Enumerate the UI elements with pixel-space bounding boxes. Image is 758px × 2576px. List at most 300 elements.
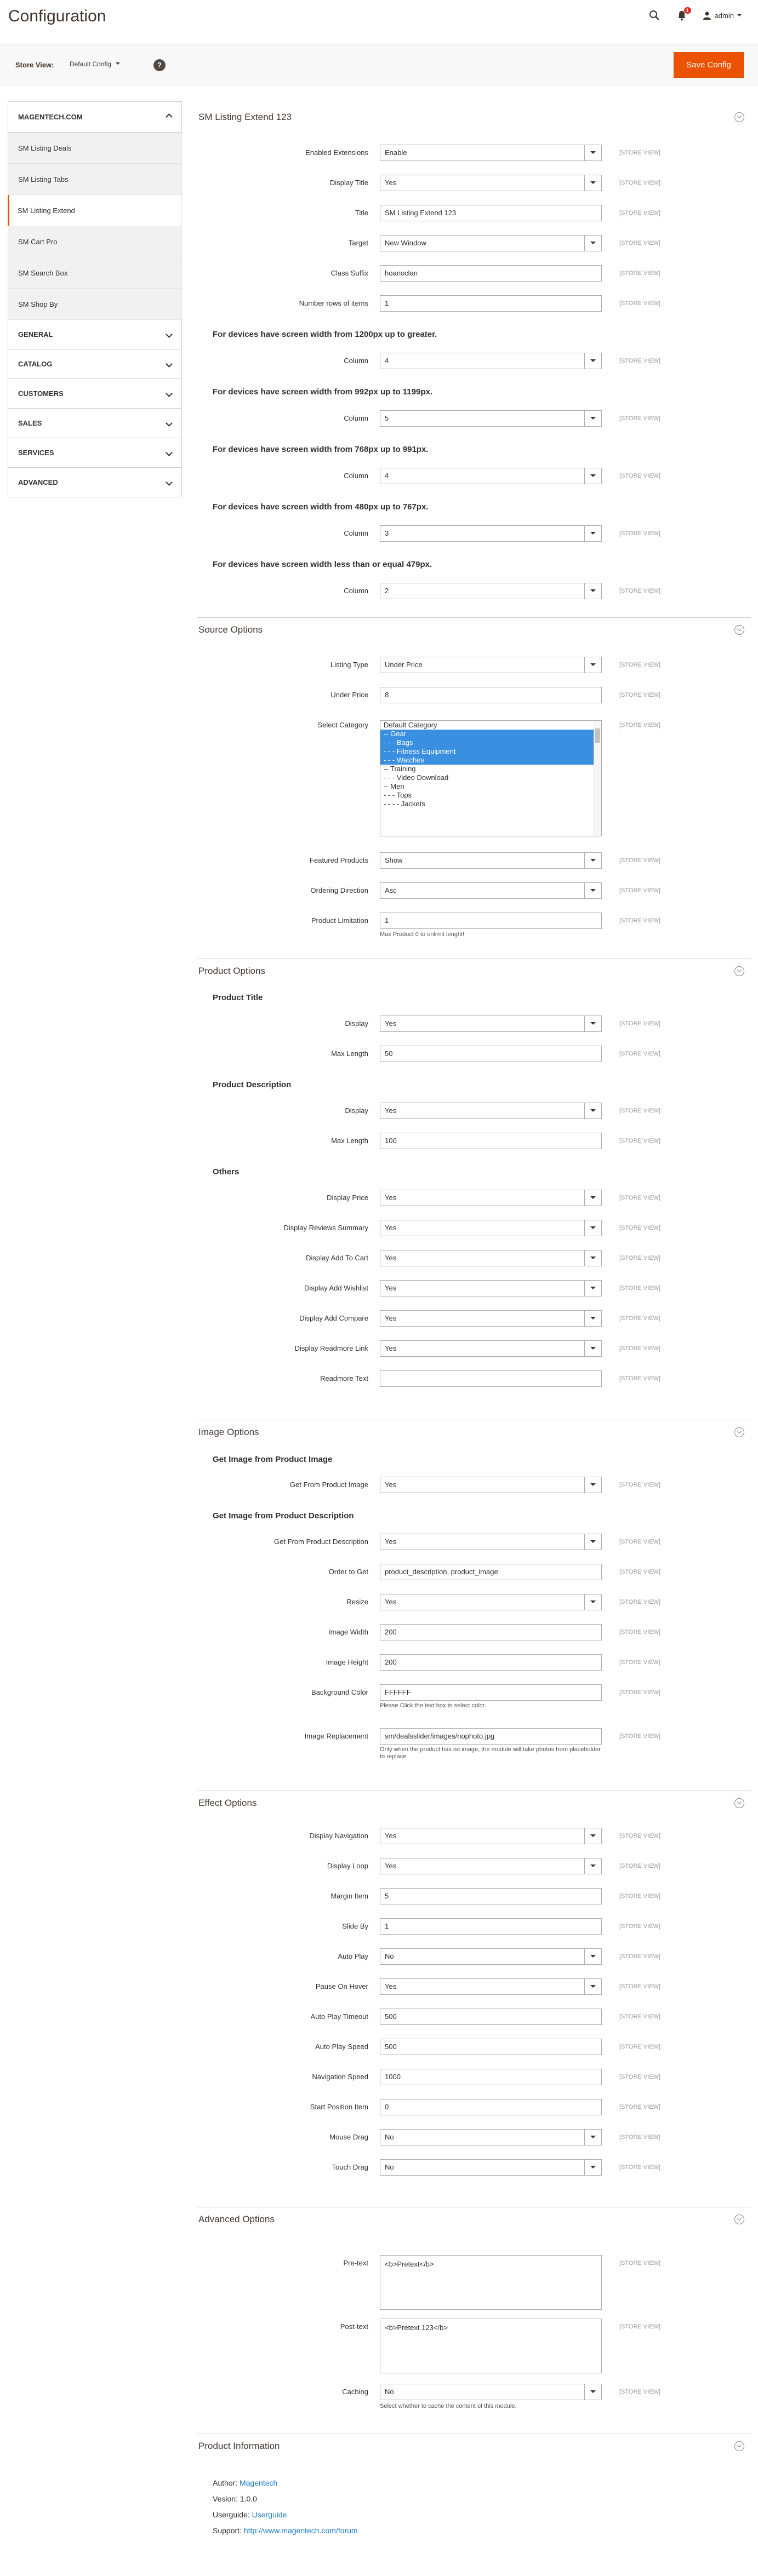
store-view-label: Store View: bbox=[15, 61, 54, 69]
field-row bbox=[197, 145, 751, 161]
sidebar-section-customers[interactable] bbox=[8, 379, 182, 409]
field-label: Display Price bbox=[327, 1194, 368, 1202]
field-label: Image Height bbox=[326, 1658, 368, 1666]
listing-type-select[interactable]: Under Price bbox=[380, 657, 602, 673]
category-option[interactable]: - - - - Jackets bbox=[384, 800, 425, 808]
section-header[interactable] bbox=[197, 105, 751, 127]
save-config-button[interactable]: Save Config bbox=[674, 52, 744, 78]
field-label: Background Color bbox=[311, 1688, 368, 1696]
field-label: Column bbox=[344, 587, 368, 595]
display-wishlist-select[interactable]: Yes bbox=[380, 1280, 602, 1296]
description-max-length-input[interactable]: 100 bbox=[380, 1133, 602, 1149]
sidebar-section-general[interactable] bbox=[8, 320, 182, 349]
device-heading: For devices have screen width from 992px up to 1199px. bbox=[213, 387, 432, 397]
field-label: Caching bbox=[342, 2388, 368, 2396]
category-option[interactable]: - - - Tops bbox=[384, 791, 412, 799]
background-color-input[interactable]: FFFFFF bbox=[380, 1684, 602, 1701]
info-label: Support: bbox=[213, 2526, 242, 2535]
field-label: Featured Products bbox=[310, 856, 368, 864]
field-label: Slide By bbox=[342, 1922, 368, 1930]
effect-options-section bbox=[197, 1791, 751, 2171]
scope-label: [STORE VIEW] bbox=[619, 1195, 660, 1201]
field-label: Class Suffix bbox=[330, 269, 368, 277]
post-text-textarea[interactable]: <b>Pretext 123</b> bbox=[380, 2319, 602, 2373]
scope-label: [STORE VIEW] bbox=[619, 300, 660, 307]
scope-label: [STORE VIEW] bbox=[619, 662, 660, 668]
image-options-section bbox=[197, 1420, 751, 1760]
field-row bbox=[197, 295, 751, 312]
column-select[interactable]: 4 bbox=[380, 353, 602, 369]
field-row bbox=[197, 1918, 751, 1935]
device-heading: For devices have screen width from 1200px up to greater. bbox=[213, 330, 437, 339]
field-row bbox=[197, 1190, 751, 1206]
support-line bbox=[213, 2526, 358, 2535]
field-label: Max Length bbox=[331, 1049, 368, 1058]
category-option[interactable]: - - - Video Download bbox=[384, 773, 449, 782]
scope-label: [STORE VIEW] bbox=[619, 1051, 660, 1057]
get-from-description-select[interactable]: Yes bbox=[380, 1534, 602, 1550]
scope-label: [STORE VIEW] bbox=[619, 1255, 660, 1261]
page-header bbox=[0, 0, 758, 39]
scope-label: [STORE VIEW] bbox=[619, 1833, 660, 1839]
field-row bbox=[197, 1728, 751, 1745]
config-sidebar bbox=[8, 101, 182, 497]
column-select[interactable]: 5 bbox=[380, 410, 602, 427]
chevron-down-icon bbox=[167, 389, 172, 398]
field-label: Auto Play Timeout bbox=[310, 2012, 368, 2021]
field-row bbox=[197, 1888, 751, 1904]
caching-select[interactable]: No bbox=[380, 2384, 602, 2400]
readmore-text-input[interactable] bbox=[380, 1370, 602, 1387]
field-label: Display Loop bbox=[327, 1862, 368, 1870]
sidebar-item-listing-tabs[interactable]: SM Listing Tabs bbox=[8, 164, 182, 195]
display-readmore-select[interactable]: Yes bbox=[380, 1340, 602, 1357]
field-row bbox=[197, 1250, 751, 1266]
pre-text-textarea[interactable]: <b>Pretext</b> bbox=[380, 2255, 602, 2310]
section-header[interactable] bbox=[197, 2434, 751, 2455]
scope-label: [STORE VIEW] bbox=[619, 1315, 660, 1322]
scope-label: [STORE VIEW] bbox=[619, 1953, 660, 1960]
scope-label: [STORE VIEW] bbox=[619, 2134, 660, 2141]
field-label: Display Add To Cart bbox=[306, 1254, 368, 1262]
field-label: Get From Product Description bbox=[274, 1537, 368, 1546]
field-label: Column bbox=[344, 357, 368, 365]
field-row bbox=[197, 468, 751, 484]
field-note: Max Product 0 to unlimit lenght! bbox=[380, 931, 465, 938]
field-row bbox=[197, 205, 751, 221]
collapse-toggle-icon[interactable] bbox=[734, 1798, 744, 1808]
scope-label: [STORE VIEW] bbox=[619, 2389, 660, 2395]
field-row bbox=[197, 657, 751, 673]
scope-label: [STORE VIEW] bbox=[619, 1539, 660, 1545]
field-label: Resize bbox=[346, 1598, 368, 1606]
field-label: Pre-text bbox=[343, 2259, 368, 2267]
category-option[interactable]: - - - Watches bbox=[380, 756, 601, 765]
collapse-toggle-icon[interactable] bbox=[734, 2441, 744, 2451]
sidebar-item-search-box[interactable]: SM Search Box bbox=[8, 257, 182, 289]
subsection-heading: Product Title bbox=[213, 993, 263, 1002]
section-title: Effect Options bbox=[198, 1798, 257, 1808]
field-row bbox=[197, 1858, 751, 1874]
scope-label: [STORE VIEW] bbox=[619, 1599, 660, 1605]
category-option[interactable]: - - - Bags bbox=[380, 738, 601, 747]
field-row bbox=[197, 2159, 751, 2176]
field-row bbox=[197, 583, 751, 599]
field-label: Target bbox=[348, 239, 368, 247]
scope-label: [STORE VIEW] bbox=[619, 1893, 660, 1900]
scope-label: [STORE VIEW] bbox=[619, 917, 660, 924]
field-row bbox=[197, 265, 751, 282]
scope-label: [STORE VIEW] bbox=[619, 210, 660, 216]
resize-select[interactable]: Yes bbox=[380, 1594, 602, 1610]
scope-label: [STORE VIEW] bbox=[619, 2164, 660, 2171]
field-row bbox=[197, 1103, 751, 1119]
scope-label: [STORE VIEW] bbox=[619, 1863, 660, 1869]
target-select[interactable]: New Window bbox=[380, 235, 602, 251]
field-label: Auto Play Speed bbox=[315, 2043, 368, 2051]
user-icon bbox=[703, 11, 711, 20]
field-row bbox=[197, 687, 751, 703]
column-select[interactable]: 4 bbox=[380, 468, 602, 484]
collapse-toggle-icon[interactable] bbox=[734, 1427, 744, 1437]
scope-label: [STORE VIEW] bbox=[619, 240, 660, 246]
info-label: Author: bbox=[213, 2479, 238, 2487]
scope-label: [STORE VIEW] bbox=[619, 1659, 660, 1666]
section-header[interactable] bbox=[197, 1791, 751, 1812]
version-line: Vesion: 1.0.0 bbox=[213, 2494, 257, 2503]
scope-label: [STORE VIEW] bbox=[619, 1689, 660, 1696]
sidebar-section-magentech[interactable] bbox=[8, 101, 182, 132]
field-row bbox=[197, 1564, 751, 1580]
chevron-down-icon bbox=[737, 14, 742, 19]
sidebar-section-label: SERVICES bbox=[18, 449, 54, 457]
field-label: Auto Play bbox=[338, 1952, 368, 1960]
scope-label: [STORE VIEW] bbox=[619, 530, 660, 537]
info-label: Userguide: bbox=[213, 2510, 250, 2519]
field-label: Under Price bbox=[330, 691, 368, 699]
scope-label: [STORE VIEW] bbox=[619, 1629, 660, 1636]
image-height-input[interactable]: 200 bbox=[380, 1654, 602, 1671]
product-information-section bbox=[197, 2434, 751, 2535]
field-row bbox=[197, 913, 751, 929]
sidebar-item-shop-by[interactable]: SM Shop By bbox=[8, 289, 182, 320]
title-display-select[interactable]: Yes bbox=[380, 1016, 602, 1032]
display-title-select[interactable]: Yes bbox=[380, 175, 602, 191]
field-label: Start Position Item bbox=[310, 2103, 368, 2111]
ordering-direction-select[interactable]: Asc bbox=[380, 882, 602, 899]
subsection-heading: Product Description bbox=[213, 1080, 292, 1089]
scrollbar-thumb[interactable] bbox=[595, 728, 600, 743]
display-price-select[interactable]: Yes bbox=[380, 1190, 602, 1206]
field-row bbox=[197, 2099, 751, 2115]
section-title: Source Options bbox=[198, 624, 263, 635]
sidebar-section-label: GENERAL bbox=[18, 330, 53, 339]
chevron-down-icon bbox=[167, 419, 172, 427]
userguide-line bbox=[213, 2510, 287, 2519]
field-label: Display bbox=[345, 1106, 368, 1115]
field-label: Number rows of items bbox=[299, 299, 368, 307]
field-row bbox=[197, 235, 751, 251]
field-label: Column bbox=[344, 414, 368, 422]
field-label: Column bbox=[344, 472, 368, 480]
field-note: Select whether to cache the content of this module. bbox=[380, 2403, 517, 2409]
select-category-multiselect[interactable] bbox=[380, 720, 602, 836]
field-row bbox=[197, 2009, 751, 2025]
field-label: Display Add Wishlist bbox=[304, 1284, 368, 1292]
section-header[interactable] bbox=[197, 1420, 751, 1442]
field-label: Select Category bbox=[317, 721, 368, 729]
category-option[interactable]: -- Training bbox=[384, 765, 416, 773]
scope-label: [STORE VIEW] bbox=[619, 180, 660, 186]
field-row bbox=[197, 525, 751, 542]
sidebar-item-cart-pro[interactable]: SM Cart Pro bbox=[8, 226, 182, 257]
field-row bbox=[197, 1534, 751, 1550]
field-label: Pause On Hover bbox=[315, 1982, 368, 1990]
collapse-toggle-icon[interactable] bbox=[734, 625, 744, 635]
display-reviews-select[interactable]: Yes bbox=[380, 1220, 602, 1236]
field-label: Product Limitation bbox=[311, 916, 368, 925]
scope-label: [STORE VIEW] bbox=[619, 1020, 660, 1027]
field-row bbox=[197, 1220, 751, 1236]
navigation-speed-input[interactable]: 1000 bbox=[380, 2069, 602, 2085]
field-row bbox=[197, 2039, 751, 2055]
field-label: Title bbox=[355, 209, 368, 217]
scope-label: [STORE VIEW] bbox=[619, 2104, 660, 2110]
field-label: Touch Drag bbox=[332, 2163, 368, 2171]
sidebar-section-label: ADVANCED bbox=[18, 478, 58, 486]
source-options-section bbox=[197, 617, 751, 938]
scope-label: [STORE VIEW] bbox=[619, 1569, 660, 1575]
product-options-section bbox=[197, 959, 751, 1382]
field-label: Ordering Direction bbox=[310, 886, 368, 894]
margin-item-input[interactable]: 5 bbox=[380, 1888, 602, 1904]
field-row bbox=[197, 1477, 751, 1493]
field-row bbox=[197, 175, 751, 191]
field-row bbox=[197, 852, 751, 869]
scope-label: [STORE VIEW] bbox=[619, 1108, 660, 1114]
scope-label: [STORE VIEW] bbox=[619, 1482, 660, 1488]
field-row bbox=[197, 353, 751, 369]
sidebar-section-label: SALES bbox=[18, 419, 42, 427]
scope-label: [STORE VIEW] bbox=[619, 2044, 660, 2050]
scope-label: [STORE VIEW] bbox=[619, 2074, 660, 2080]
auto-play-timeout-input[interactable]: 500 bbox=[380, 2009, 602, 2025]
chevron-down-icon bbox=[167, 330, 172, 339]
scope-label: [STORE VIEW] bbox=[619, 1983, 660, 1990]
scope-label: [STORE VIEW] bbox=[619, 1225, 660, 1231]
chevron-up-icon bbox=[167, 113, 172, 121]
collapse-toggle-icon[interactable] bbox=[734, 112, 744, 122]
notification-bell-icon[interactable] bbox=[675, 9, 688, 22]
start-position-input[interactable]: 0 bbox=[380, 2099, 602, 2115]
admin-user-menu[interactable] bbox=[703, 11, 742, 20]
support-link[interactable]: http://www.magentech.com/forum bbox=[243, 2526, 358, 2535]
page-title: Configuration bbox=[8, 7, 106, 25]
field-row bbox=[197, 1016, 751, 1032]
section-title: Product Information bbox=[198, 2441, 280, 2451]
title-max-length-input[interactable]: 50 bbox=[380, 1046, 602, 1062]
sidebar-section-sales[interactable] bbox=[8, 409, 182, 438]
field-label: Column bbox=[344, 529, 368, 537]
subsection-heading: Get Image from Product Description bbox=[213, 1511, 354, 1521]
sidebar-section-services[interactable] bbox=[8, 438, 182, 468]
get-from-product-image-select[interactable]: Yes bbox=[380, 1477, 602, 1493]
device-heading: For devices have screen width from 768px up to 991px. bbox=[213, 445, 429, 454]
author-line bbox=[213, 2479, 277, 2487]
field-label: Order to Get bbox=[328, 1568, 368, 1576]
category-option[interactable]: -- Men bbox=[384, 782, 404, 790]
admin-username: admin bbox=[714, 11, 734, 20]
field-label: Get From Product Image bbox=[289, 1481, 368, 1489]
field-row bbox=[197, 1654, 751, 1671]
sidebar-item-listing-deals[interactable]: SM Listing Deals bbox=[8, 133, 182, 164]
section-title: Image Options bbox=[198, 1427, 259, 1437]
help-icon[interactable]: ? bbox=[153, 59, 166, 71]
section-title: Product Options bbox=[198, 966, 265, 976]
sidebar-section-catalog[interactable] bbox=[8, 349, 182, 379]
field-label: Display Navigation bbox=[309, 1832, 368, 1840]
search-icon[interactable] bbox=[648, 9, 661, 22]
field-note: Please Click the text box to select color. bbox=[380, 1702, 486, 1709]
field-label: Navigation Speed bbox=[312, 2073, 368, 2081]
field-row bbox=[197, 1340, 751, 1357]
order-to-get-input[interactable]: product_description, product_image bbox=[380, 1564, 602, 1580]
field-label: Display bbox=[345, 1019, 368, 1028]
enabled-extensions-select[interactable]: Enable bbox=[380, 145, 602, 161]
field-row bbox=[197, 1046, 751, 1062]
display-loop-select[interactable]: Yes bbox=[380, 1858, 602, 1874]
display-add-to-cart-select[interactable]: Yes bbox=[380, 1250, 602, 1266]
field-row bbox=[197, 1133, 751, 1149]
scope-label: [STORE VIEW] bbox=[619, 1285, 660, 1292]
sidebar-section-label: MAGENTECH.COM bbox=[18, 113, 83, 121]
sidebar-section-advanced[interactable] bbox=[8, 468, 182, 497]
sidebar-item-listing-extend[interactable]: SM Listing Extend bbox=[8, 195, 182, 226]
field-label: Display Title bbox=[329, 179, 368, 187]
section-title: SM Listing Extend 123 bbox=[198, 112, 292, 122]
scope-label: [STORE VIEW] bbox=[619, 887, 660, 894]
store-view-switcher[interactable]: Default Config bbox=[70, 60, 120, 68]
field-row bbox=[197, 2129, 751, 2145]
category-option[interactable]: - - - Fitness Equipment bbox=[380, 747, 601, 756]
scope-label: [STORE VIEW] bbox=[619, 358, 660, 364]
field-row bbox=[197, 410, 751, 427]
scope-label: [STORE VIEW] bbox=[619, 2323, 660, 2330]
scope-label: [STORE VIEW] bbox=[619, 270, 660, 277]
image-replacement-input[interactable]: sm/dealsslider/images/nophoto.jpg bbox=[380, 1728, 602, 1745]
field-row bbox=[197, 1684, 751, 1701]
scope-label: [STORE VIEW] bbox=[619, 857, 660, 864]
pause-on-hover-select[interactable]: Yes bbox=[380, 1978, 602, 1995]
auto-play-select[interactable]: No bbox=[380, 1948, 602, 1965]
scope-label: [STORE VIEW] bbox=[619, 1345, 660, 1352]
scope-label: [STORE VIEW] bbox=[619, 2260, 660, 2267]
scope-label: [STORE VIEW] bbox=[619, 588, 660, 594]
chevron-down-icon bbox=[167, 449, 172, 457]
subsection-heading: Others bbox=[213, 1167, 240, 1177]
column-select[interactable]: 2 bbox=[380, 583, 602, 599]
scope-label: [STORE VIEW] bbox=[619, 722, 660, 728]
field-note: Only when the product has no image, the module will take photos from placeholder to replace bbox=[380, 1746, 601, 1760]
field-row bbox=[197, 1948, 751, 1965]
display-compare-select[interactable]: Yes bbox=[380, 1310, 602, 1327]
image-width-input[interactable]: 200 bbox=[380, 1624, 602, 1640]
mouse-drag-select[interactable]: No bbox=[380, 2129, 602, 2145]
field-label: Readmore Text bbox=[320, 1374, 368, 1382]
field-label: Margin Item bbox=[330, 1892, 368, 1900]
category-option[interactable]: Default Category bbox=[384, 721, 437, 729]
notification-count: 1 bbox=[684, 7, 691, 14]
scope-label: [STORE VIEW] bbox=[619, 1375, 660, 1382]
under-price-input[interactable]: 8 bbox=[380, 687, 602, 703]
description-display-select[interactable]: Yes bbox=[380, 1103, 602, 1119]
scope-label: [STORE VIEW] bbox=[619, 1733, 660, 1740]
section-header[interactable] bbox=[197, 2207, 751, 2229]
author-link[interactable]: Magentech bbox=[240, 2479, 278, 2487]
field-row bbox=[197, 882, 751, 899]
field-label: Mouse Drag bbox=[329, 2133, 368, 2141]
field-row bbox=[197, 1624, 751, 1640]
rows-input[interactable]: 1 bbox=[380, 295, 602, 312]
auto-play-speed-input[interactable]: 500 bbox=[380, 2039, 602, 2055]
general-options-section bbox=[197, 105, 751, 595]
advanced-options-section bbox=[197, 2207, 751, 2409]
field-row bbox=[197, 2384, 751, 2400]
field-row bbox=[197, 1978, 751, 1995]
display-navigation-select[interactable]: Yes bbox=[380, 1828, 602, 1844]
store-view-bar bbox=[0, 44, 758, 85]
title-input[interactable]: SM Listing Extend 123 bbox=[380, 205, 602, 221]
scrollbar[interactable] bbox=[594, 721, 601, 836]
field-label: Image Replacement bbox=[304, 1732, 368, 1740]
device-heading: For devices have screen width less than or equal 479px. bbox=[213, 560, 432, 569]
column-select[interactable]: 3 bbox=[380, 525, 602, 542]
section-title: Advanced Options bbox=[198, 2214, 275, 2224]
device-heading: For devices have screen width from 480px up to 767px. bbox=[213, 502, 429, 512]
section-header[interactable] bbox=[197, 617, 751, 639]
scope-label: [STORE VIEW] bbox=[619, 415, 660, 422]
touch-drag-select[interactable]: No bbox=[380, 2159, 602, 2176]
scope-label: [STORE VIEW] bbox=[619, 150, 660, 156]
product-limitation-input[interactable]: 1 bbox=[380, 913, 602, 929]
field-label: Listing Type bbox=[330, 661, 368, 669]
category-option[interactable]: -- Gear bbox=[380, 730, 601, 738]
chevron-down-icon bbox=[167, 360, 172, 368]
userguide-link[interactable]: Userguide bbox=[252, 2510, 287, 2519]
field-label: Display Add Compare bbox=[299, 1314, 368, 1322]
field-row bbox=[197, 1594, 751, 1610]
slide-by-input[interactable]: 1 bbox=[380, 1918, 602, 1935]
field-label: Max Length bbox=[331, 1137, 368, 1145]
collapse-toggle-icon[interactable] bbox=[734, 2214, 744, 2224]
scope-label: [STORE VIEW] bbox=[619, 1138, 660, 1144]
subsection-heading: Get Image from Product Image bbox=[213, 1455, 333, 1464]
class-suffix-input[interactable]: hoanoclan bbox=[380, 265, 602, 282]
field-row bbox=[197, 1370, 751, 1387]
sidebar-section-label: CATALOG bbox=[18, 360, 53, 368]
field-row bbox=[197, 2069, 751, 2085]
scope-label: [STORE VIEW] bbox=[619, 473, 660, 479]
field-label: Image Width bbox=[328, 1628, 368, 1636]
field-label: Display Readmore Link bbox=[294, 1344, 368, 1352]
field-row bbox=[197, 1280, 751, 1296]
collapse-toggle-icon[interactable] bbox=[734, 966, 744, 976]
section-header[interactable] bbox=[197, 959, 751, 980]
featured-products-select[interactable]: Show bbox=[380, 852, 602, 869]
scope-label: [STORE VIEW] bbox=[619, 692, 660, 698]
scope-label: [STORE VIEW] bbox=[619, 2013, 660, 2020]
field-label: Display Reviews Summary bbox=[283, 1224, 368, 1232]
